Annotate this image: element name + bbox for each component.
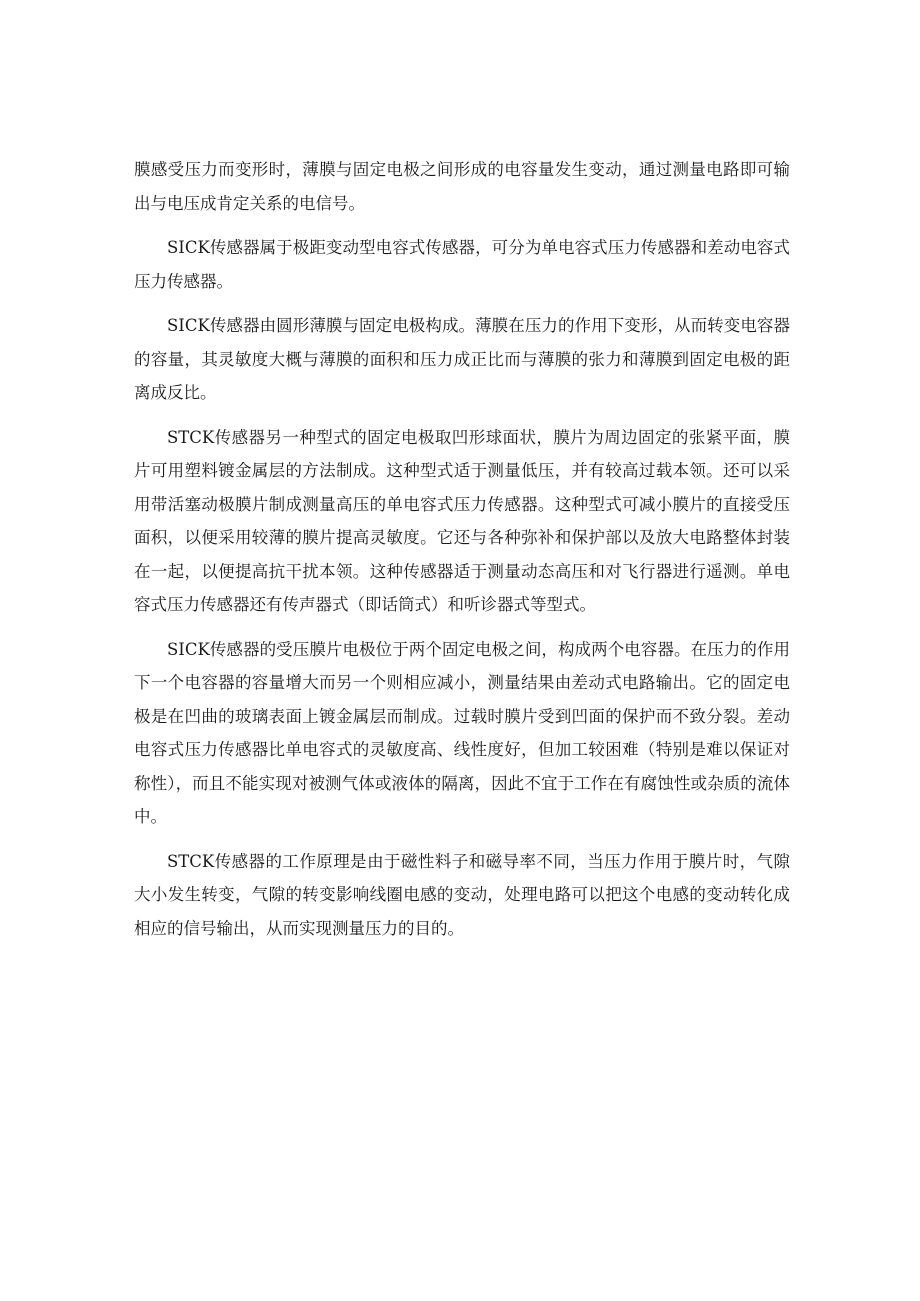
paragraph: SICK传感器属于极距变动型电容式传感器，可分为单电容式压力传感器和差动电容式压力传感器。	[134, 238, 790, 291]
paragraph: STCK传感器另一种型式的固定电极取凹形球面状，膜片为周边固定的张紧平面，膜片可用塑料镀金属层的方法制成。这种型式适于测量低压，并有较高过载本领。还可以采用带活塞动极膜片制成测量高压的单电容式压力传感器。这种型式可减小膜片的直接受压面积，以便采用较薄的膜片提高灵敏度。它还与各种弥补和保护部以及放大电路整体封装在一起，以便提高抗干扰本领。这种传感器适于测量动态高压和对飞行器进行遥测。单电容式压力传感器还有传声器式（即话筒式）和听诊器式等型式。	[134, 427, 790, 614]
paragraph-continuation: 膜感受压力而变形时，薄膜与固定电极之间形成的电容量发生变动，通过测量电路即可输出与电压成肯定关系的电信号。	[134, 160, 790, 213]
paragraph: STCK传感器的工作原理是由于磁性料子和磁导率不同，当压力作用于膜片时，气隙大小发生转变，气隙的转变影响线圈电感的变动，处理电路可以把这个电感的变动转化成相应的信号输出，从而实现测量压力的目的。	[134, 851, 790, 938]
document-body	[134, 153, 790, 956]
paragraph: SICK传感器由圆形薄膜与固定电极构成。薄膜在压力的作用下变形，从而转变电容器的容量，其灵敏度大概与薄膜的面积和压力成正比而与薄膜的张力和薄膜到固定电极的距离成反比。	[134, 316, 790, 402]
paragraph: SICK传感器的受压膜片电极位于两个固定电极之间，构成两个电容器。在压力的作用下一个电容器的容量增大而另一个则相应减小，测量结果由差动式电路输出。它的固定电极是在凹曲的玻璃表面上镀金属层而制成。过载时膜片受到凹面的保护而不致分裂。差动电容式压力传感器比单电容式的灵敏度高、线性度好，但加工较困难（特别是难以保证对称性），而且不能实现对被测气体或液体的隔离，因此不宜于工作在有腐蚀性或杂质的流体中。	[134, 639, 790, 826]
